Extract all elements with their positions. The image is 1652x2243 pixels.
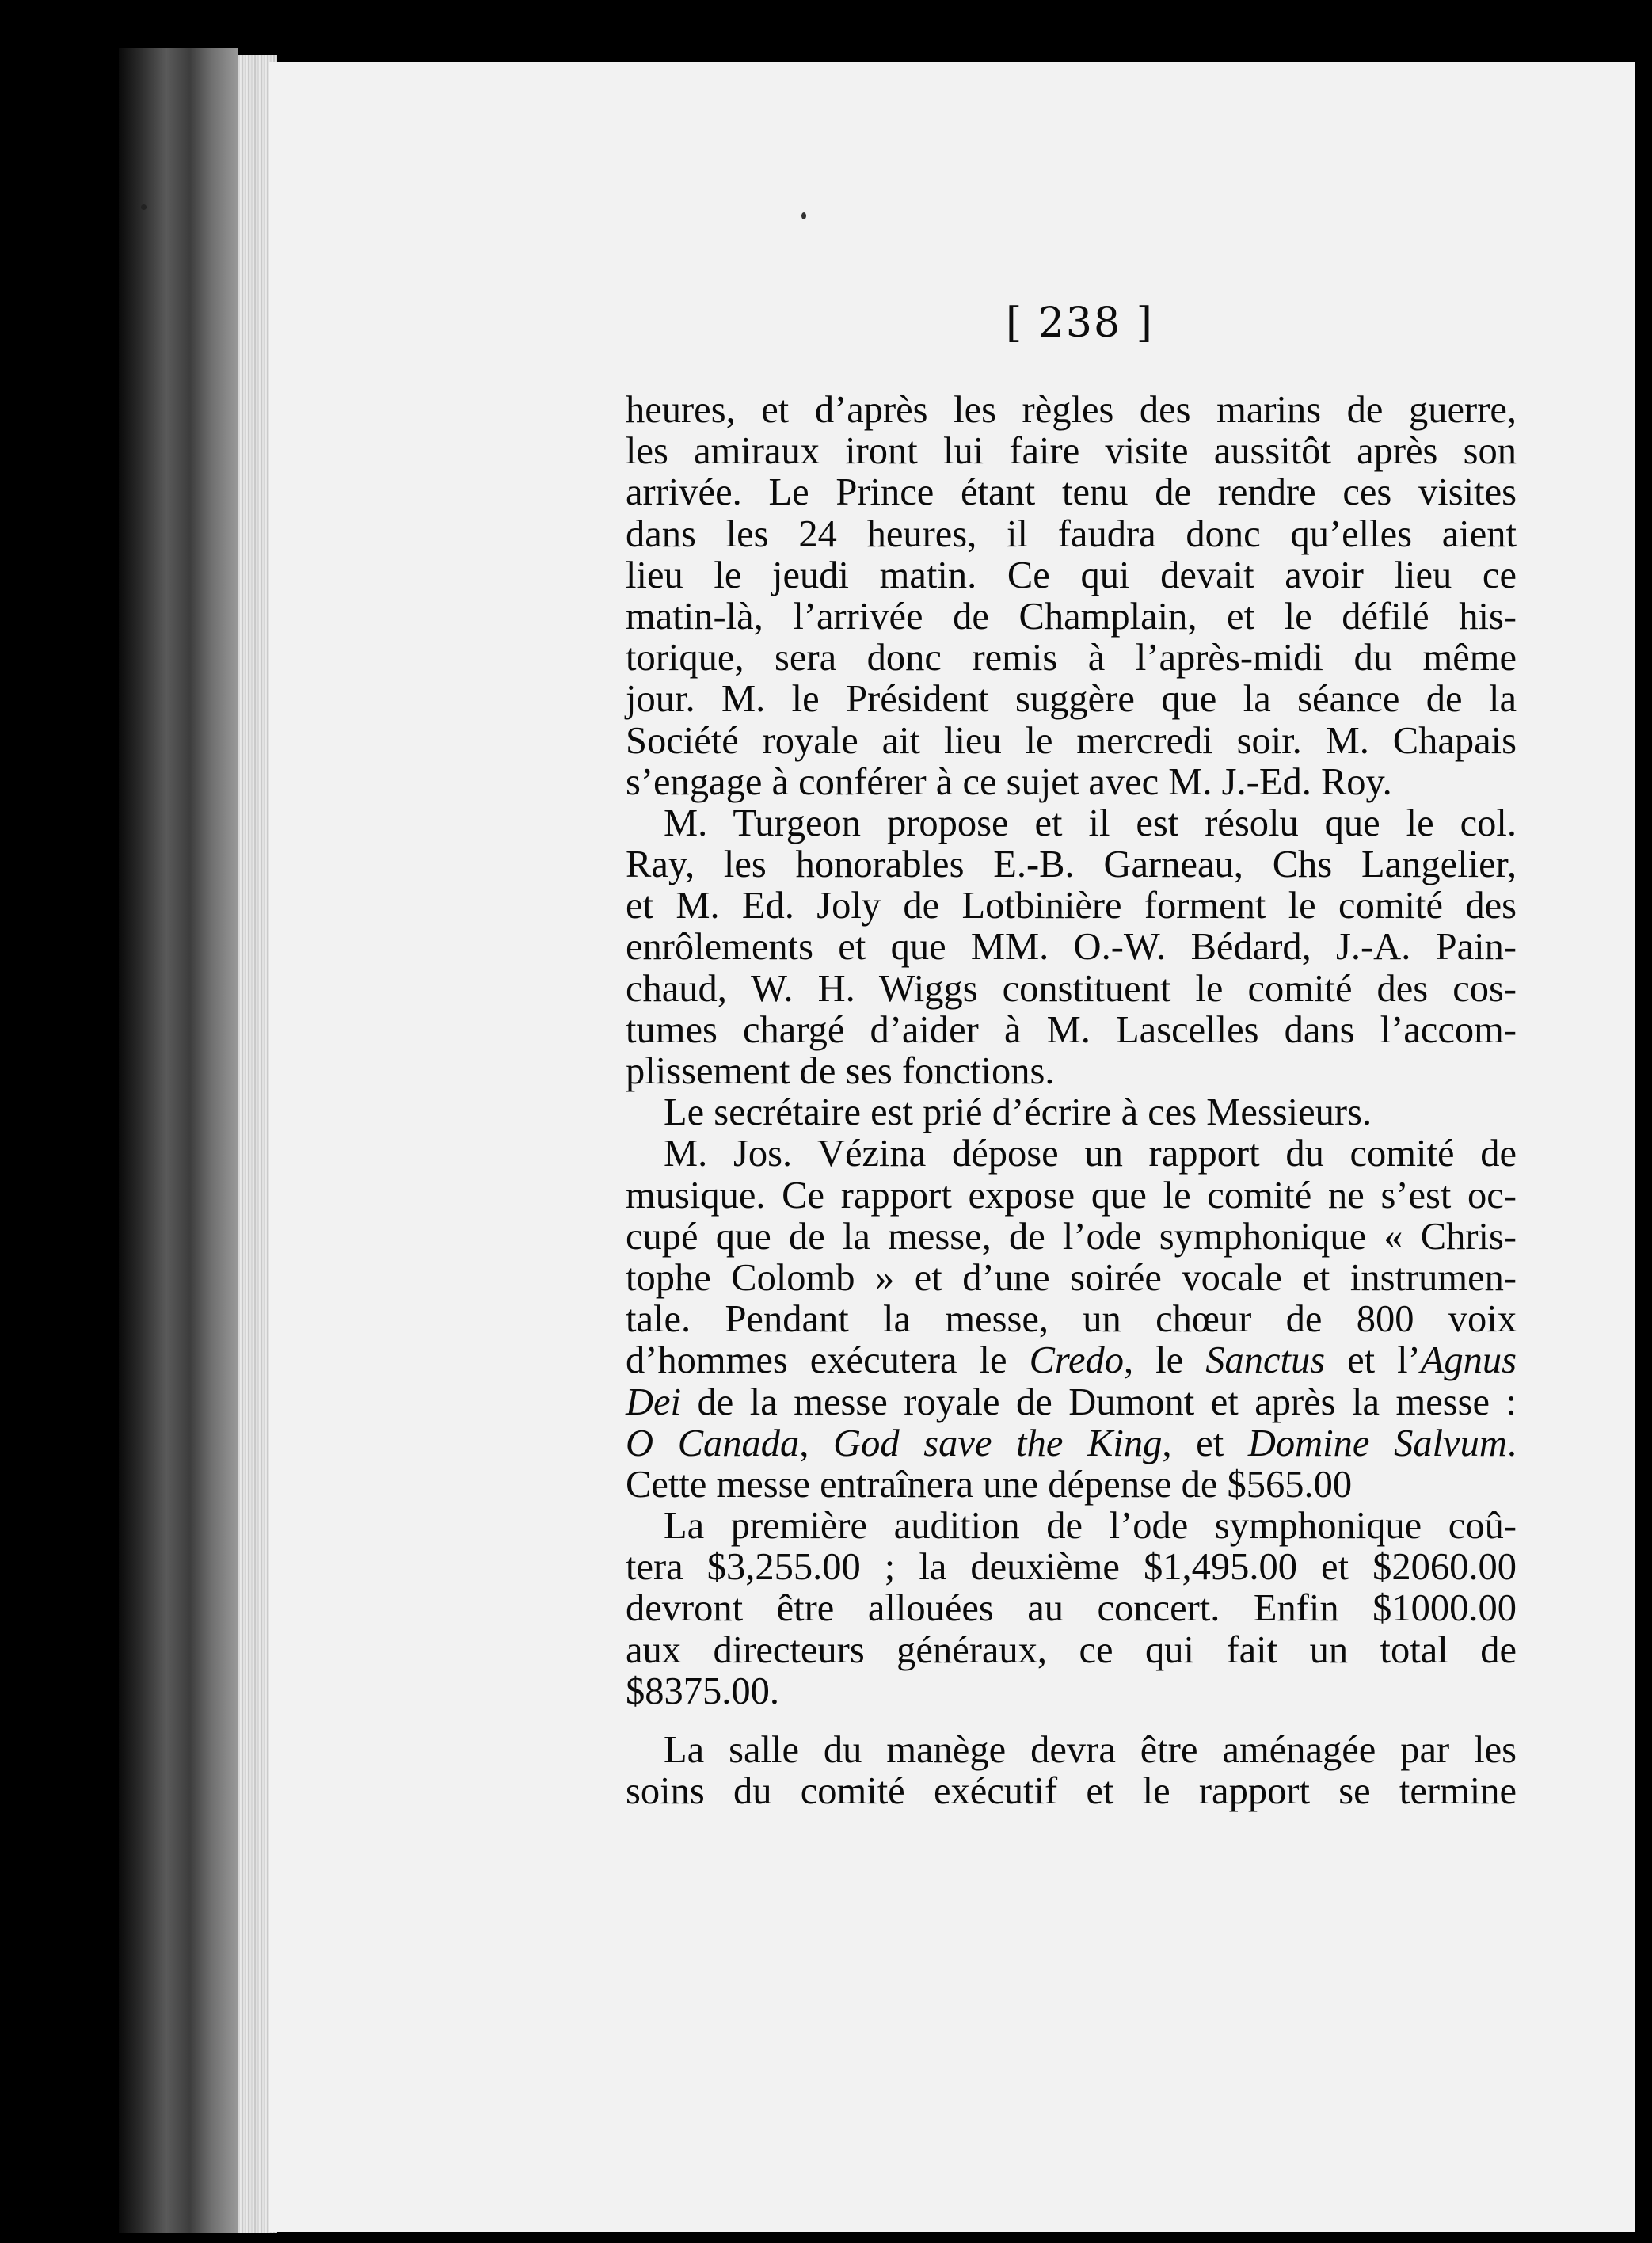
text-segment: soins du comité exécutif et le rapport se termine bbox=[626, 1770, 1517, 1813]
text-segment: Ray, les honorables E.-B. Garneau, Chs Langelier, bbox=[626, 844, 1517, 886]
text-line bbox=[626, 721, 1517, 762]
text-line bbox=[626, 1671, 1517, 1712]
text-line bbox=[626, 1299, 1517, 1340]
text-segment: . bbox=[1506, 1422, 1517, 1464]
text-segment: les amiraux iront lui faire visite aussitôt après son bbox=[626, 430, 1517, 473]
italic-text: Domine Salvum bbox=[1247, 1422, 1507, 1464]
text-line bbox=[626, 431, 1517, 472]
text-line bbox=[626, 514, 1517, 555]
scan-speck bbox=[141, 204, 147, 210]
text-segment: $8375.00. bbox=[626, 1670, 779, 1712]
text-line bbox=[626, 1423, 1517, 1464]
text-segment: matin-là, l’arrivée de Champlain, et le défilé his- bbox=[626, 595, 1517, 638]
italic-text: God save the King bbox=[833, 1422, 1163, 1464]
text-line bbox=[626, 762, 1517, 803]
text-segment: Le secrétaire est prié d’écrire à ces Messieurs. bbox=[664, 1091, 1372, 1134]
book-spine bbox=[119, 48, 238, 2233]
italic-text: Dei bbox=[626, 1380, 682, 1423]
text-line bbox=[626, 885, 1517, 927]
text-segment: tumes chargé d’aider à M. Lascelles dans l’accom- bbox=[626, 1008, 1517, 1051]
text-segment: d’hommes exécutera le bbox=[626, 1339, 1030, 1382]
text-line bbox=[626, 844, 1517, 885]
page-number: [ 238 ] bbox=[1006, 299, 1154, 347]
text-line bbox=[626, 803, 1517, 844]
text-segment: aux directeurs généraux, ce qui fait un total de bbox=[626, 1628, 1517, 1671]
text-line bbox=[626, 1730, 1517, 1771]
text-line bbox=[626, 1340, 1517, 1381]
text-segment: enrôlements et que MM. O.-W. Bédard, J.-A. Pain- bbox=[626, 926, 1517, 969]
text-line bbox=[626, 1547, 1517, 1588]
text-line bbox=[626, 1464, 1517, 1506]
text-segment: M. Jos. Vézina dépose un rapport du comité de bbox=[664, 1133, 1517, 1175]
text-segment: de la messe royale de Dumont et après la messe : bbox=[681, 1380, 1517, 1423]
text-line bbox=[626, 927, 1517, 968]
text-segment: heures, et d’après les règles des marins de guerre, bbox=[626, 389, 1517, 431]
text-segment: s’engage à conférer à ce sujet avec M. J.-Ed. Roy. bbox=[626, 760, 1392, 803]
text-segment: musique. Ce rapport expose que le comité ne s’est oc- bbox=[626, 1174, 1517, 1217]
text-segment: La première audition de l’ode symphonique coû- bbox=[664, 1505, 1517, 1548]
text-line bbox=[626, 1588, 1517, 1629]
text-line bbox=[626, 1010, 1517, 1051]
text-line bbox=[626, 1382, 1517, 1423]
text-line bbox=[626, 390, 1517, 431]
text-line bbox=[626, 1133, 1517, 1175]
text-line bbox=[626, 1092, 1517, 1133]
text-segment: plissement de ses fonctions. bbox=[626, 1050, 1055, 1092]
text-segment: , et bbox=[1162, 1422, 1248, 1464]
italic-text: Credo bbox=[1029, 1339, 1125, 1382]
text-segment: chaud, W. H. Wiggs constituent le comité des cos- bbox=[626, 967, 1517, 1010]
text-segment: tophe Colomb » et d’une soirée vocale et instrumen- bbox=[626, 1256, 1517, 1299]
italic-text: Agnus bbox=[1420, 1339, 1517, 1382]
text-segment: et M. Ed. Joly de Lotbinière forment le comité des bbox=[626, 885, 1517, 927]
text-line bbox=[626, 679, 1517, 720]
text-segment: lieu le jeudi matin. Ce qui devait avoir lieu ce bbox=[626, 554, 1517, 596]
italic-text: O Canada bbox=[626, 1422, 800, 1464]
text-segment: arrivée. Le Prince étant tenu de rendre ces visites bbox=[626, 471, 1517, 514]
text-segment: cupé que de la messe, de l’ode symphonique « Chris- bbox=[626, 1215, 1517, 1258]
text-line bbox=[626, 1217, 1517, 1258]
text-line bbox=[626, 596, 1517, 638]
text-segment: dans les 24 heures, il faudra donc qu’elles aient bbox=[626, 512, 1517, 555]
paragraph-gap bbox=[626, 1712, 1517, 1730]
text-segment: Société royale ait lieu le mercredi soir. M. Chapais bbox=[626, 719, 1517, 762]
text-segment: Cette messe entraînera une dépense de $565.00 bbox=[626, 1463, 1353, 1506]
text-line bbox=[626, 1051, 1517, 1092]
body-text bbox=[626, 390, 1517, 1812]
text-segment: La salle du manège devra être aménagée par les bbox=[664, 1729, 1517, 1771]
text-line bbox=[626, 1175, 1517, 1217]
text-segment: et l’ bbox=[1325, 1339, 1421, 1382]
text-segment: M. Turgeon propose et il est résolu que le col. bbox=[664, 802, 1517, 844]
italic-text: Sanctus bbox=[1205, 1339, 1326, 1382]
text-line bbox=[626, 1258, 1517, 1299]
text-segment: , le bbox=[1124, 1339, 1206, 1382]
text-line bbox=[626, 555, 1517, 596]
text-segment: tera $3,255.00 ; la deuxième $1,495.00 et $2060.00 bbox=[626, 1546, 1517, 1589]
scan-speck bbox=[801, 212, 806, 219]
text-line bbox=[626, 1506, 1517, 1547]
text-line bbox=[626, 638, 1517, 679]
text-segment: jour. M. le Président suggère que la séance de la bbox=[626, 678, 1517, 721]
text-line bbox=[626, 969, 1517, 1010]
text-segment: tale. Pendant la messe, un chœur de 800 voix bbox=[626, 1298, 1517, 1341]
text-segment: devront être allouées au concert. Enfin $1000.00 bbox=[626, 1587, 1517, 1630]
text-line bbox=[626, 472, 1517, 513]
text-segment: , bbox=[799, 1422, 834, 1464]
text-line bbox=[626, 1630, 1517, 1671]
text-segment: torique, sera donc remis à l’après-midi du même bbox=[626, 637, 1517, 680]
text-line bbox=[626, 1771, 1517, 1812]
